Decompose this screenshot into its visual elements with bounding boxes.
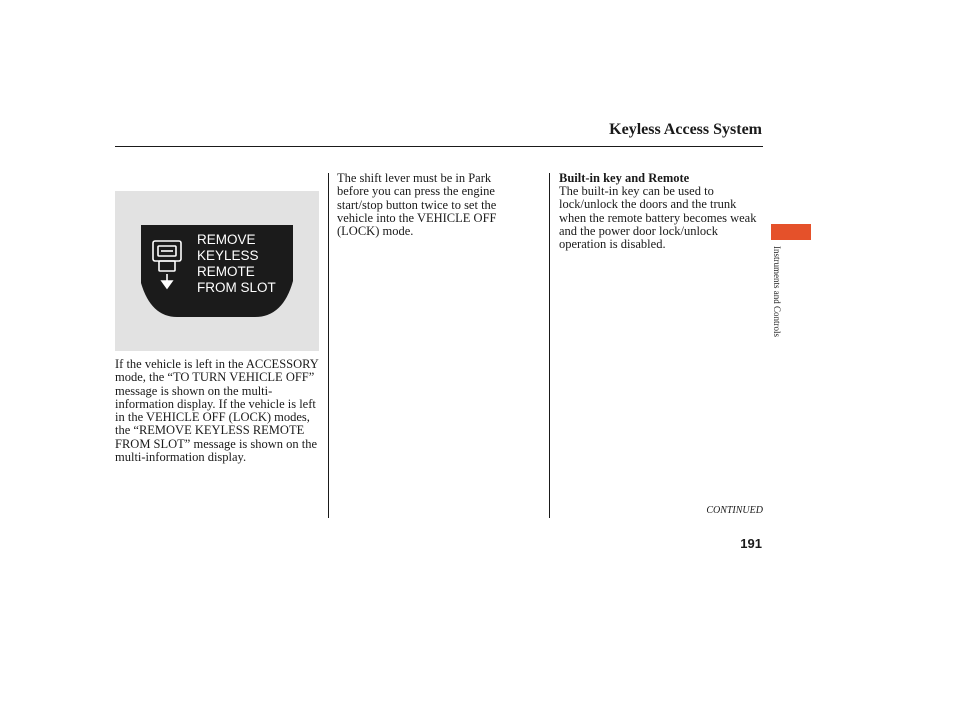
figure-box	[115, 191, 319, 351]
column-divider-left	[328, 173, 329, 518]
column-divider-right	[549, 173, 550, 518]
continued-label: CONTINUED	[706, 505, 763, 516]
display-line-1: REMOVE	[197, 232, 256, 247]
page-number: 191	[740, 536, 762, 551]
page-title: Keyless Access System	[609, 121, 762, 138]
section-heading: Built-in key and Remote	[559, 171, 690, 185]
side-tab	[771, 224, 811, 240]
display-line-3: REMOTE	[197, 264, 255, 279]
side-tab-label: Instruments and Controls	[772, 246, 782, 337]
display-line-4: FROM SLOT	[197, 280, 276, 295]
middle-column-paragraph: The shift lever must be in Park before you can press the engine start/stop button twice to set the vehicle into the VEHICLE OFF (LOCK) mode.	[337, 171, 497, 239]
left-column-paragraph: If the vehicle is left in the ACCESSORY mode, the “TO TURN VEHICLE OFF” message is shown on the multi-information display. If the vehicle is left in the VEHICLE OFF (LOCK) modes, the “REMOVE KEYLESS REMOTE FROM SLOT” message is shown on the multi-information display.	[115, 357, 319, 465]
display-line-2: KEYLESS	[197, 248, 259, 263]
right-column-paragraph: The built-in key can be used to lock/unlock the doors and the trunk when the remote battery becomes weak and the power door lock/unlock operation is disabled.	[559, 184, 757, 252]
multi-information-display	[115, 191, 319, 351]
header-rule	[115, 146, 763, 147]
